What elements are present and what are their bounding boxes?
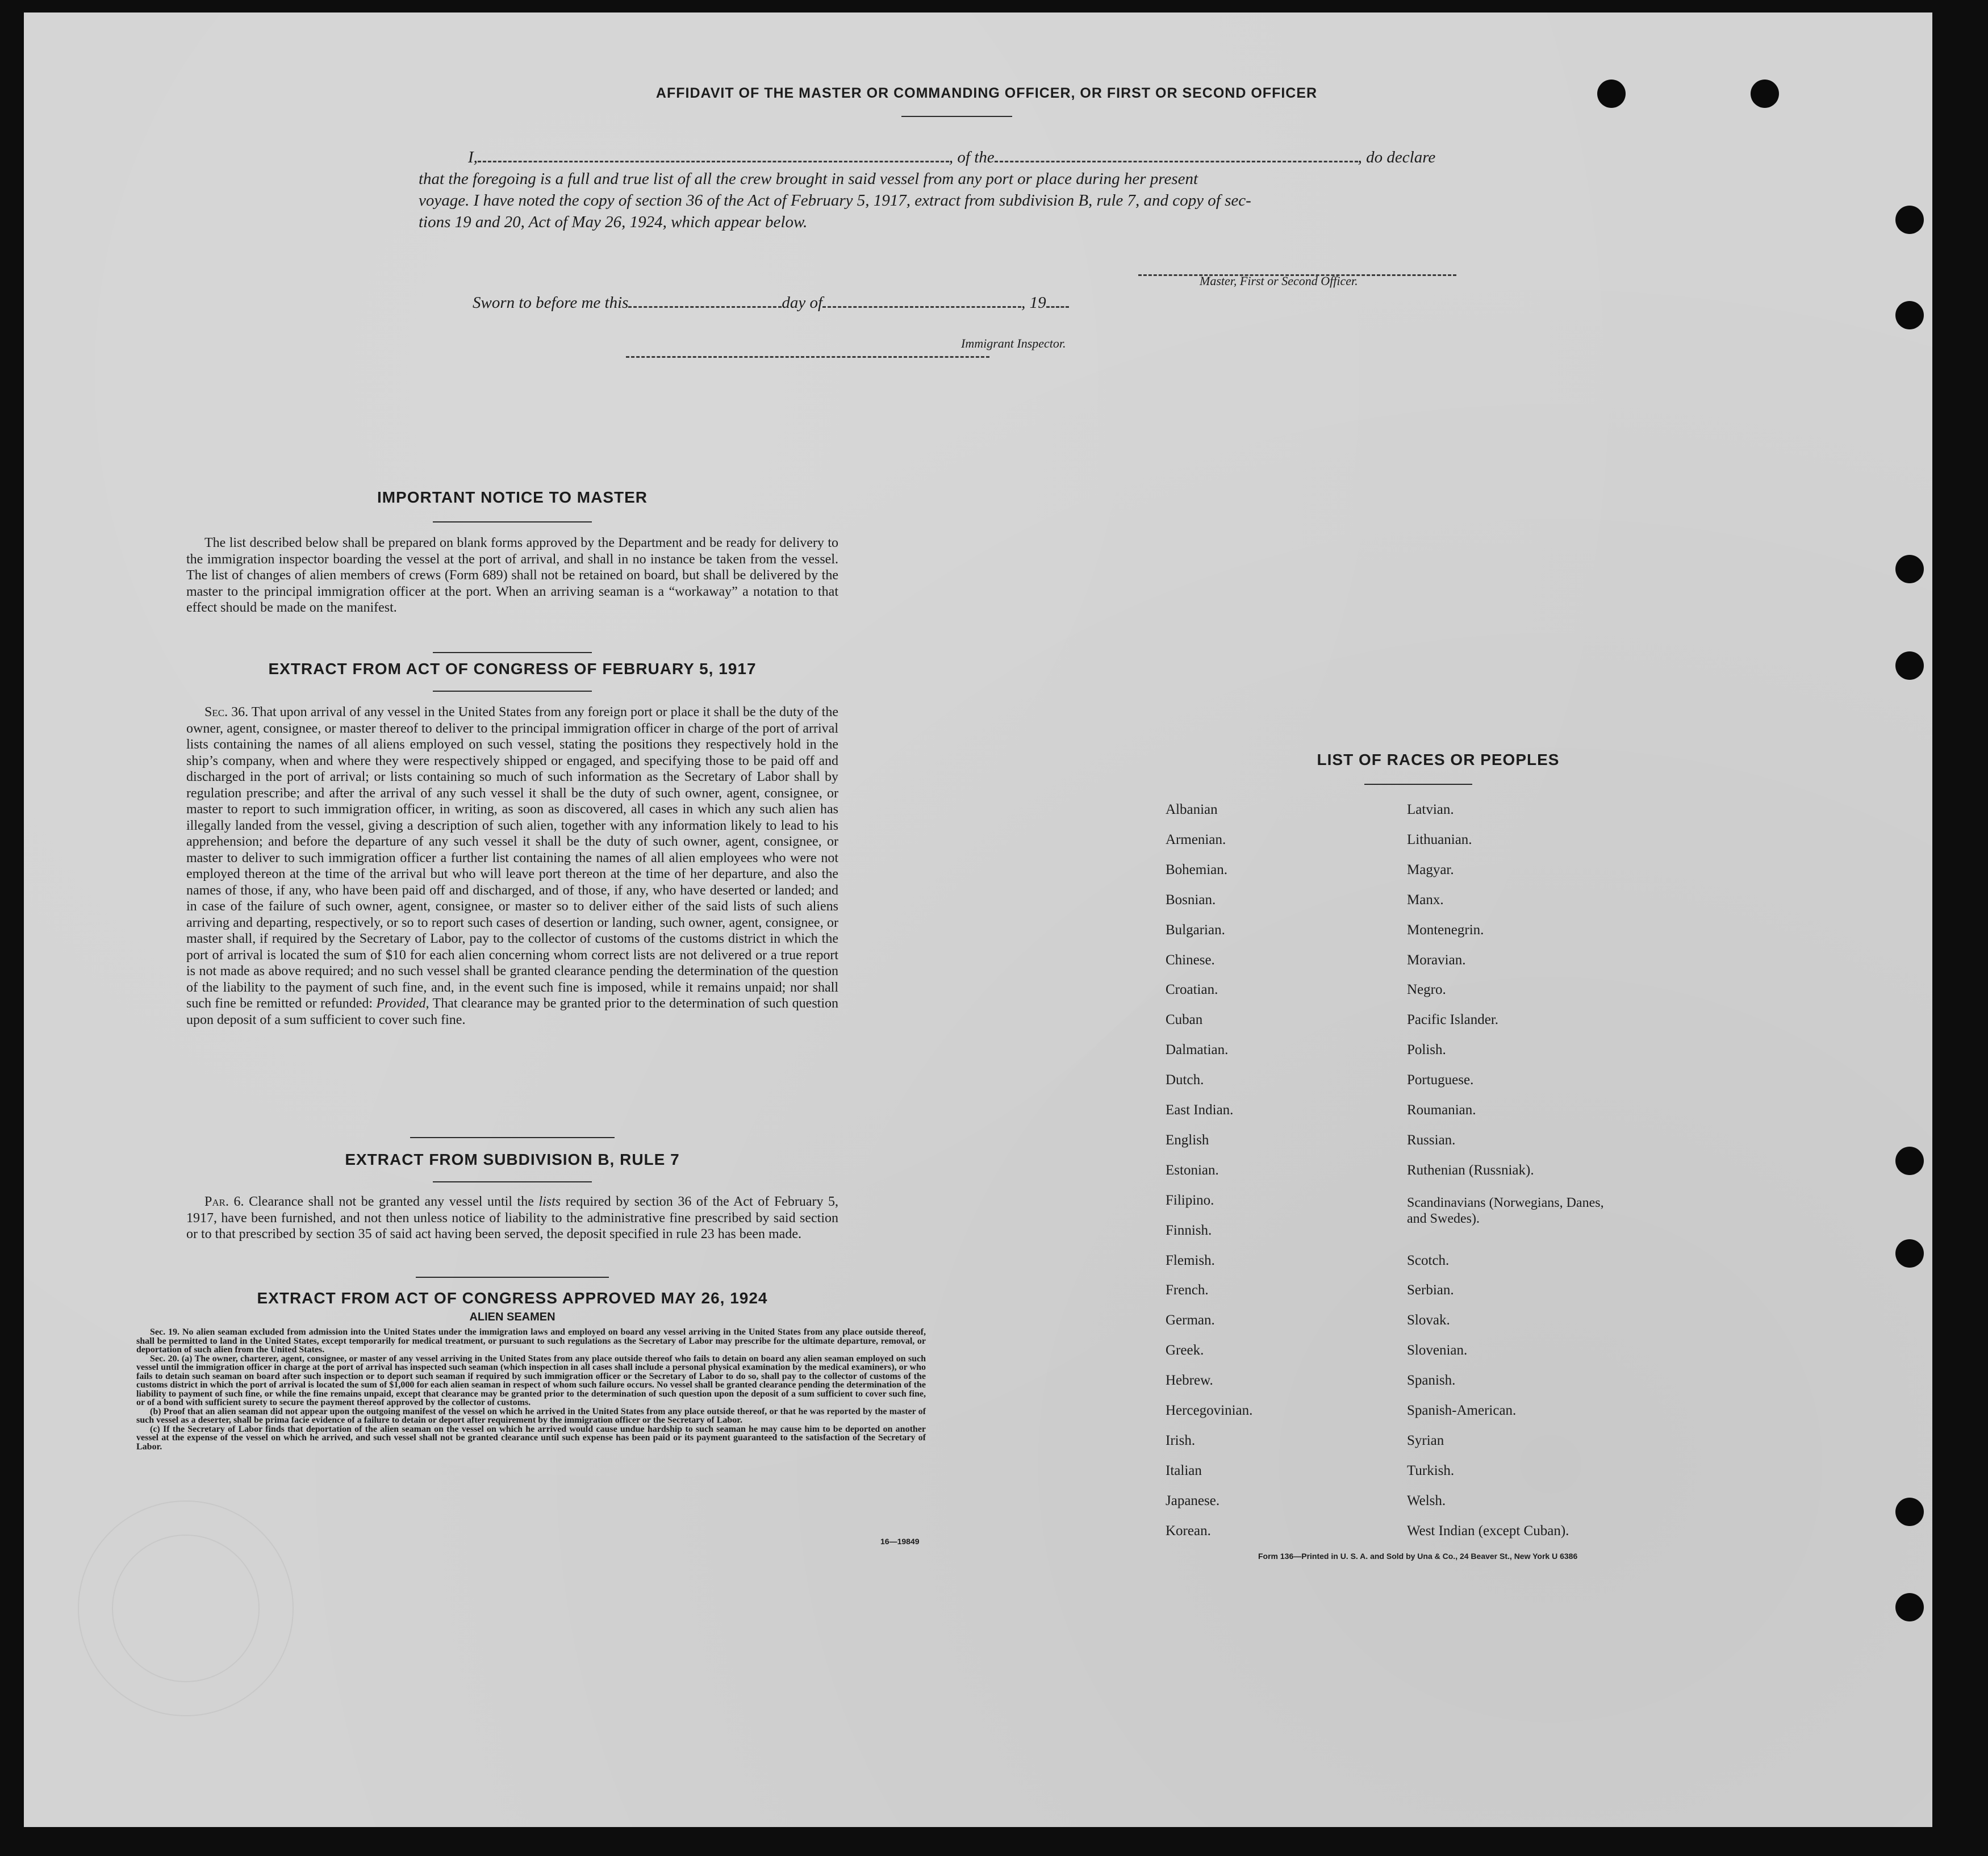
race-right-item: Spanish. (1407, 1373, 1456, 1389)
sec-36-text-a: That upon arrival of any vessel in the United States from any foreign port or place it shall be the duty of the owner, agent, consignee, or master thereof to deliver to the principal immigration officer in charge of the port of arrival lists containing the names of all aliens employed on such vessel, stating the positions they respectively hold in the ship’s company, when and where they were respectively shipped or engaged, and specifying those to be paid off and discharged in the port of arrival; or lists containing so much of such information as the Secretary of Labor shall by regulation prescribe; and after the arrival of any such vessel it shall be the duty of such owner, agent, consignee, or master to report to such immigration officer, in writing, as soon as discovered, all cases in which any such alien has illegally landed from the vessel, giving a description of such alien, together with any information likely to lead to his apprehension; and before the departure of any such vessel it shall be the duty of such owner, agent, consignee, or master to deliver to such immigration officer a further list containing the names of all alien employees who were not employed thereon at the time of the arrival but who will leave port thereon at the time of her departure, and also the names of those, if any, who have been paid off and discharged, and of those, if any, who have deserted or landed; and in case of the failure of such owner, agent, consignee, or master so to deliver either of the said lists of such aliens arriving and departing, respectively, or so to report such cases of desertion or landing, such owner, agent, consignee, or master shall, if required by the Secretary of Labor, pay to the collector of customs of the customs district in which the port of arrival is located the sum of $10 for each alien concerning whom correct lists are not delivered or a true report is not made as above required; and no such vessel shall be granted clearance pending the determination of the question of the liability to the payment of such fine, and, in the event such fine is imposed, while it remains unpaid; nor shall such fine be remitted or refunded: (186, 705, 839, 1011)
race-right-item: Slovak. (1407, 1312, 1450, 1328)
race-left-item: Bulgarian. (1166, 922, 1225, 938)
race-right-item: Magyar. (1407, 862, 1454, 877)
of-the-label: , of the (949, 148, 995, 166)
master-signature-label: Master, First or Second Officer. (1200, 274, 1358, 288)
day-of-label: day of (782, 294, 823, 312)
punch-hole (1895, 206, 1924, 234)
year-label: , 19 (1021, 294, 1046, 312)
race-left-item: Italian (1166, 1462, 1202, 1478)
act-1924-text (136, 1328, 926, 1451)
affidavit-title-rule (901, 116, 1012, 117)
affidavit-line-2: that the foregoing is a full and true list of all the crew brought in said vessel from any port or place during her present (419, 170, 1198, 188)
race-left-item: Chinese. (1166, 952, 1215, 968)
race-right-item: Lithuanian. (1407, 831, 1472, 847)
do-declare-label: , do declare (1358, 148, 1436, 166)
punch-hole (1895, 301, 1924, 329)
race-left-item: Greek. (1166, 1343, 1204, 1358)
sec-36-label: Sec. 36. (204, 705, 249, 720)
race-left-item: English (1166, 1132, 1209, 1148)
race-right-item: Ruthenian (Russniak). (1407, 1162, 1534, 1178)
vessel-name-field[interactable] (995, 150, 1358, 162)
race-left-item: Korean. (1166, 1523, 1211, 1539)
alien-seamen-subtitle: ALIEN SEAMEN (469, 1311, 556, 1323)
subdivision-b-text (186, 1194, 838, 1243)
race-right-item: Montenegrin. (1407, 922, 1484, 938)
notice-text: The list described below shall be prepared on blank forms approved by the Department and be ready for delivery to the immigration inspector boarding the vessel at the port of arrival, and shall in no instance be taken from the vessel. The list of changes of alien members of crews (Form 689) shall not be retained on board, but shall be delivered by the master to the principal immigration officer at the port. When an arriving seaman is a “workaway” a notation to that effect should be made on the manifest. (186, 536, 838, 615)
officer-name-field[interactable] (478, 150, 949, 162)
races-title: LIST OF RACES OR PEOPLES (1317, 751, 1560, 768)
race-right-item: Manx. (1407, 892, 1444, 908)
inspector-signature-label: Immigrant Inspector. (961, 336, 1066, 350)
par-6-text-a: Clearance shall not be granted any vessel until the (249, 1194, 534, 1209)
race-left-item: French. (1166, 1282, 1209, 1298)
act-1917-title-rule (433, 691, 592, 692)
race-right-item: Portuguese. (1407, 1072, 1474, 1088)
race-left-item: Flemish. (1166, 1252, 1215, 1268)
punch-hole (1895, 555, 1924, 583)
punch-hole (1895, 1593, 1924, 1621)
act-1924-title: EXTRACT FROM ACT OF CONGRESS APPROVED MAY 26, 1924 (257, 1289, 768, 1307)
race-right-item: Slovenian. (1407, 1343, 1468, 1358)
race-right-item: West Indian (except Cuban). (1407, 1523, 1569, 1539)
race-right-item: Scotch. (1407, 1252, 1450, 1268)
race-left-item: Armenian. (1166, 831, 1226, 847)
sworn-year-field[interactable] (1046, 295, 1069, 308)
race-left-item: Croatian. (1166, 982, 1218, 998)
race-right-item: Polish. (1407, 1042, 1446, 1058)
lists-label: lists (538, 1194, 561, 1209)
races-title-rule (1364, 784, 1472, 785)
par-6-text-b: required by section 36 of the Act of February 5, 1917, have been furnished, and not then unless notice of liability to the administrative fine prescribed by said section or to that prescribed by section 35 of said act having been served, the deposit specified in rule 23 has been made. (186, 1194, 839, 1241)
notice-title: IMPORTANT NOTICE TO MASTER (377, 488, 648, 506)
notice-title-rule (433, 521, 592, 522)
punch-hole (1895, 651, 1924, 680)
race-right-item: Syrian (1407, 1432, 1444, 1448)
affidavit-title: AFFIDAVIT OF THE MASTER OR COMMANDING OFFICER, OR FIRST OR SECOND OFFICER (655, 85, 1318, 101)
manifest-sheet (24, 12, 1932, 1827)
subdivision-b-title-rule (433, 1181, 592, 1182)
sworn-day-field[interactable] (628, 295, 782, 308)
sworn-month-field[interactable] (822, 295, 1021, 308)
sec-19-text: Sec. 19. No alien seaman excluded from admission into the United States under the immigration laws and employed on board any vessel arriving in the United States from any place outside thereof, shall be permitted to land in the United States, except temporarily for medical treatment, or pursuant to such regulations as the Secretary of Labor may prescribe for the ultimate departure, removal, or deportation of such alien from the United States. (136, 1327, 926, 1355)
punch-hole (1597, 80, 1626, 108)
race-left-item: Estonian. (1166, 1162, 1219, 1178)
sworn-label: Sworn to before me this (473, 294, 629, 312)
race-left-item: Dutch. (1166, 1072, 1204, 1088)
subdivision-b-title: EXTRACT FROM SUBDIVISION B, RULE 7 (345, 1151, 680, 1168)
race-left-item: Finnish. (1166, 1222, 1212, 1238)
subdivision-b-end-rule (416, 1277, 609, 1278)
act-1917-title: EXTRACT FROM ACT OF CONGRESS OF FEBRUARY 5, 1917 (268, 660, 757, 678)
race-left-item: Bosnian. (1166, 892, 1216, 908)
notice-end-rule (433, 652, 592, 653)
embossed-seal-inner (112, 1535, 260, 1682)
affidavit-line-3: voyage. I have noted the copy of section 36 of the Act of February 5, 1917, extract from subdivision B, rule 7, and copy of sec- (419, 191, 1251, 210)
sec-20b-text: (b) Proof that an alien seaman did not appear upon the outgoing manifest of the vessel on which he arrived in the United States from any place outside thereof, or that he was reported by the master of such vessel as a deserter, shall be prima facie evidence of a failure to detain or deport after requirement by the immigration officer or the Secretary of Labor. (136, 1406, 926, 1425)
i-label: I, (468, 148, 478, 166)
punch-hole (1895, 1498, 1924, 1526)
sworn-line (473, 292, 1069, 313)
race-right-item: Pacific Islander. (1407, 1012, 1499, 1028)
race-right-item: Roumanian. (1407, 1102, 1476, 1118)
race-left-item: East Indian. (1166, 1102, 1234, 1118)
race-left-item: Cuban (1166, 1012, 1203, 1028)
race-right-item: Scandinavians (Norwegians, Danes, and Swedes). (1407, 1195, 1604, 1226)
race-left-item: Bohemian. (1166, 862, 1228, 877)
punch-hole (1895, 1239, 1924, 1268)
race-right-item: Serbian. (1407, 1282, 1454, 1298)
act-1917-text (186, 704, 838, 1028)
race-left-item: Filipino. (1166, 1192, 1214, 1208)
race-left-item: Irish. (1166, 1432, 1196, 1448)
race-left-item: Japanese. (1166, 1493, 1220, 1508)
punch-hole (1751, 80, 1779, 108)
sec-36-text-b: That clearance may be granted prior to the determination of such question upon deposit of a sum sufficient to cover such fine. (186, 996, 839, 1027)
race-left-item: Hercegovinian. (1166, 1403, 1253, 1418)
race-left-item: German. (1166, 1312, 1215, 1328)
race-left-item: Dalmatian. (1166, 1042, 1229, 1058)
provided-label: Provided, (376, 996, 429, 1011)
race-right-item: Russian. (1407, 1132, 1456, 1148)
form-footer-note: Form 136—Printed in U. S. A. and Sold by Una & Co., 24 Beaver St., New York U 6386 (1258, 1552, 1578, 1561)
inspector-signature-field[interactable] (626, 345, 989, 358)
race-right-item: Moravian. (1407, 952, 1466, 968)
sec-20a-text: Sec. 20. (a) The owner, charterer, agent, consignee, or master of any vessel arriving in the United States from any place outside thereof who fails to detain on board any alien seaman employed on such vessel until the immigration officer in charge at the port of arrival has inspected such seaman (which inspection in all cases shall include a personal physical examination by the medical examiners), or who fails to detain such seaman on board after such inspection or to deport such seaman if required by such immigration officer or the Secretary of Labor to do so, shall pay to the collector of customs of the customs district in which the port of arrival is located the sum of $1,000 for each alien seaman in respect of whom such failure occurs. No vessel shall be granted clearance pending the determination of the liability to payment of such fine, or while the fine remains unpaid, except that clearance may be granted prior to the determination of such question upon the deposit of a sum sufficient to cover such fine, or of a bond with sufficient surety to secure the payment thereof approved by the collector of customs. (136, 1353, 926, 1407)
race-right-item: Negro. (1407, 982, 1446, 998)
act-1917-end-rule (410, 1137, 615, 1138)
act-1924-code: 16—19849 (880, 1537, 920, 1546)
race-left-item: Hebrew. (1166, 1373, 1213, 1389)
affidavit-declaration-line (468, 147, 1435, 168)
punch-hole (1895, 1147, 1924, 1175)
race-right-item: Turkish. (1407, 1462, 1455, 1478)
par-6-label: Par. 6. (204, 1194, 244, 1209)
race-right-item: Welsh. (1407, 1493, 1446, 1508)
race-right-item: Spanish-American. (1407, 1403, 1517, 1418)
sec-20c-text: (c) If the Secretary of Labor finds that deportation of the alien seaman on the vessel on which he arrived would cause undue hardship to such seaman he may cause him to be deported on another vessel at the expense of the vessel on which he arrived, and such vessel shall not be granted clearance until such expense has been paid or its payment guaranteed to the satisfaction of the Secretary of Labor. (136, 1424, 926, 1452)
affidavit-line-4: tions 19 and 20, Act of May 26, 1924, which appear below. (419, 213, 808, 231)
race-left-item: Albanian (1166, 802, 1218, 817)
race-right-item: Latvian. (1407, 802, 1454, 817)
